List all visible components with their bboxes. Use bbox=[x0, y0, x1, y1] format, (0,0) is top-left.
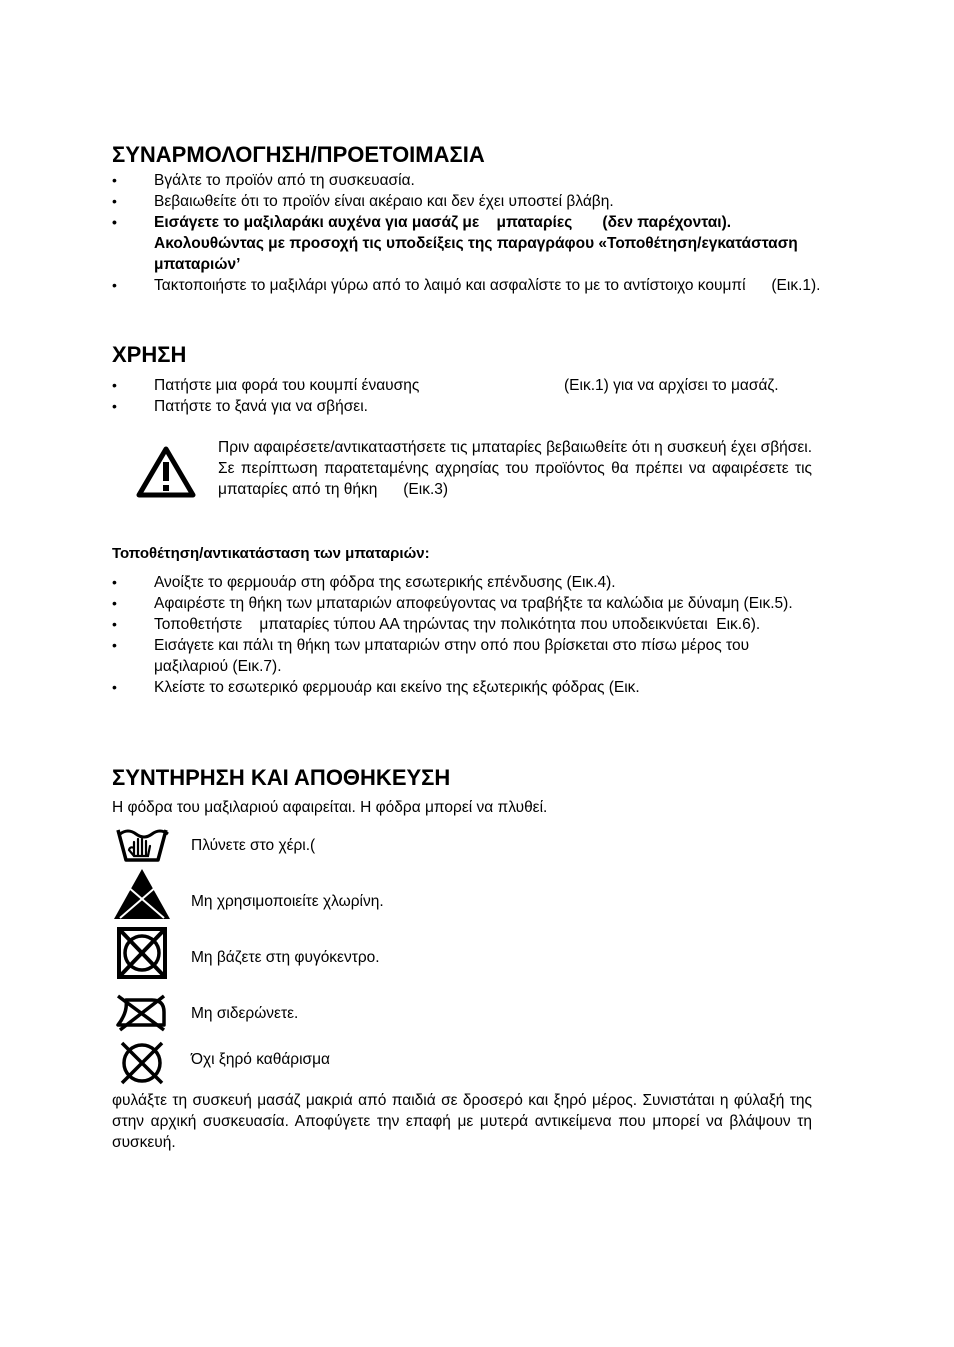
list-item: • Κλείστε το εσωτερικό φερμουάρ και εκείνο της εξωτερικής φόδρας (Εικ. bbox=[112, 677, 822, 698]
care-text-no-tumble-dry: Μη βάζετε στη φυγόκεντρο. bbox=[191, 949, 380, 966]
list-item: • Τακτοποιήστε το μαξιλάρι γύρω από το λαιμό και ασφαλίστε το με το αντίστοιχο κουμπί (Εικ.1). bbox=[112, 275, 822, 296]
list-item: • Πατήστε το ξανά για να σβήσει. bbox=[112, 396, 822, 417]
list-item: • Εισάγετε το μαξιλαράκι αυχένα για μασάζ με μπαταρίες (δεν παρέχονται). Ακολουθώντας με προσοχή τις υποδείξεις της παραγράφου «Τοποθέτηση/εγκατάσταση μπαταριών’ bbox=[112, 212, 822, 275]
no-dry-clean-icon bbox=[112, 1040, 172, 1086]
care-text-hand-wash: Πλύνετε στο χέρι.( bbox=[191, 837, 316, 854]
assembly-list bbox=[112, 170, 822, 296]
list-item bbox=[112, 375, 822, 396]
warning-triangle-icon bbox=[136, 445, 196, 499]
usage-item-figref: (Εικ.1) για να αρχίσει το μασάζ. bbox=[564, 377, 779, 394]
usage-list bbox=[112, 375, 822, 417]
list-item: • Βεβαιωθείτε ότι το προϊόν είναι ακέραιο και δεν έχει υποστεί βλάβη. bbox=[112, 191, 822, 212]
section-heading-batteries: Τοποθέτηση/αντικατάσταση των μπαταριών: bbox=[112, 545, 430, 562]
care-text-no-iron: Μη σιδερώνετε. bbox=[191, 1005, 299, 1022]
list-item: • Εισάγετε και πάλι τη θήκη των μπαταριών στην οπό που βρίσκεται στο πίσω μέρος του μαξιλαριού (Εικ.7). bbox=[112, 635, 822, 677]
list-item: • Ανοίξτε το φερμουάρ στη φόδρα της εσωτερικής επένδυσης (Εικ.4). bbox=[112, 572, 822, 593]
warning-text: Πριν αφαιρέσετε/αντικαταστήσετε τις μπαταρίες βεβαιωθείτε ότι η συσκευή έχει σβήσει. Σε περίπτωση παρατεταμένης αχρησίας του προϊόντος θα πρέπει να αφαιρέσετε τις μπαταρίες από τη θήκη (Εικ.3) bbox=[218, 439, 817, 498]
section-heading-usage: ΧΡΗΣΗ bbox=[112, 342, 187, 367]
storage-text: φυλάξτε τη συσκευή μασάζ μακριά από παιδιά σε δροσερό και ξηρό μέρος. Συνιστάται η φύλαξή της στην αρχική συσκευασία. Αποφύγετε την επαφή με μυτερά αντικείμενα που μπορεί να βλάψουν τη συσκευή. bbox=[112, 1092, 812, 1151]
section-heading-maintenance: ΣΥΝΤΗΡΗΣΗ ΚΑΙ ΑΠΟΘΗΚΕΥΣΗ bbox=[112, 765, 451, 790]
no-bleach-icon bbox=[112, 866, 172, 922]
list-item: • Βγάλτε το προϊόν από τη συσκευασία. bbox=[112, 170, 822, 191]
maintenance-intro: Η φόδρα του μαξιλαριού αφαιρείται. Η φόδρα μπορεί να πλυθεί. bbox=[112, 799, 548, 816]
hand-wash-icon bbox=[112, 826, 172, 866]
list-item: • Αφαιρέστε τη θήκη των μπαταριών αποφεύγοντας να τραβήξτε τα καλώδια με δύναμη (Εικ.5). bbox=[112, 593, 822, 614]
usage-item-text: Πατήστε μια φορά του κουμπί έναυσης bbox=[154, 377, 420, 394]
section-heading-assembly: ΣΥΝΑΡΜΟΛΟΓΗΣΗ/ΠΡΟΕΤΟΙΜΑΣΙΑ bbox=[112, 142, 485, 167]
care-text-no-bleach: Μη χρησιμοποιείτε χλωρίνη. bbox=[191, 893, 384, 910]
list-item: • Τοποθετήστε μπαταρίες τύπου ΑΑ τηρώντας την πολικότητα που υποδεικνύεται Εικ.6). bbox=[112, 614, 822, 635]
no-tumble-dry-icon bbox=[112, 926, 172, 980]
batteries-list bbox=[112, 572, 822, 698]
care-text-no-dry-clean: Όχι ξηρό καθάρισμα bbox=[191, 1051, 331, 1068]
no-iron-icon bbox=[112, 992, 172, 1032]
